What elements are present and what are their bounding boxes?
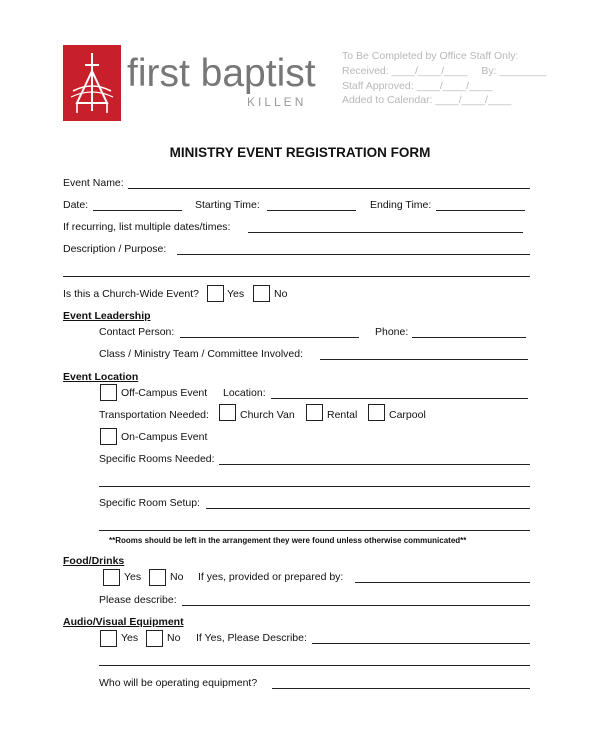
av-describe-label: If Yes, Please Describe:: [196, 632, 307, 644]
food-no-checkbox[interactable]: [149, 569, 166, 586]
form-title: MINISTRY EVENT REGISTRATION FORM: [169, 145, 431, 160]
transport-label: Transportation Needed:: [99, 409, 209, 421]
recurring-label: If recurring, list multiple dates/times:: [63, 221, 231, 233]
phone-label: Phone:: [375, 326, 409, 338]
church-wide-no-checkbox[interactable]: [253, 285, 270, 302]
rooms-field-line-2[interactable]: [99, 486, 530, 487]
rooms-field[interactable]: [219, 464, 530, 465]
off-campus-label: Off-Campus Event: [121, 387, 208, 399]
setup-field[interactable]: [206, 508, 530, 509]
description-field-line-2[interactable]: [63, 276, 530, 277]
location-field[interactable]: [271, 398, 528, 399]
on-campus-checkbox[interactable]: [100, 428, 117, 445]
setup-label: Specific Room Setup:: [99, 497, 200, 509]
steeple-icon: [63, 45, 121, 121]
starting-time-label: Starting Time:: [195, 199, 260, 211]
off-campus-checkbox[interactable]: [100, 384, 117, 401]
brand-location: KILLEN: [247, 95, 307, 109]
team-label: Class / Ministry Team / Committee Involved:: [99, 348, 304, 360]
by-label: By: ________: [481, 65, 547, 77]
food-yes-label: Yes: [124, 571, 142, 583]
ending-time-label: Ending Time:: [370, 199, 432, 211]
av-describe-field[interactable]: [312, 643, 530, 644]
office-calendar: Added to Calendar: ____/____/____: [342, 94, 512, 106]
brand-name: first baptist: [127, 52, 316, 95]
setup-field-line-2[interactable]: [99, 530, 530, 531]
av-heading: Audio/Visual Equipment: [63, 616, 184, 628]
av-describe-field-line-2[interactable]: [99, 665, 530, 666]
church-wide-yes-label: Yes: [227, 288, 245, 300]
received-label: Received: ____/____/____: [342, 65, 468, 77]
leadership-heading: Event Leadership: [63, 310, 151, 322]
church-logo: [63, 45, 121, 121]
food-describe-field[interactable]: [182, 605, 530, 606]
food-no-label: No: [170, 571, 184, 583]
description-label: Description / Purpose:: [63, 243, 167, 255]
contact-label: Contact Person:: [99, 326, 175, 338]
rental-checkbox[interactable]: [306, 404, 323, 421]
food-heading: Food/Drinks: [63, 555, 125, 567]
carpool-checkbox[interactable]: [368, 404, 385, 421]
recurring-field[interactable]: [248, 232, 523, 233]
description-field[interactable]: [177, 254, 530, 255]
food-provided-field[interactable]: [355, 582, 530, 583]
av-yes-label: Yes: [121, 632, 139, 644]
event-name-label: Event Name:: [63, 177, 124, 189]
office-heading: To Be Completed by Office Staff Only:: [342, 50, 519, 62]
event-name-field[interactable]: [128, 188, 530, 189]
av-operator-field[interactable]: [272, 688, 530, 689]
carpool-label: Carpool: [389, 409, 426, 421]
av-no-checkbox[interactable]: [146, 630, 163, 647]
office-received: [342, 65, 546, 77]
rooms-label: Specific Rooms Needed:: [99, 453, 215, 465]
rental-label: Rental: [327, 409, 358, 421]
church-wide-label: Is this a Church-Wide Event?: [63, 288, 199, 300]
rooms-note: **Rooms should be left in the arrangement they were found unless otherwise communicated**: [109, 536, 467, 545]
location-heading: Event Location: [63, 371, 139, 383]
office-approved: Staff Approved: ____/____/____: [342, 80, 493, 92]
team-field[interactable]: [320, 359, 528, 360]
church-wide-yes-checkbox[interactable]: [207, 285, 224, 302]
food-provided-label: If yes, provided or prepared by:: [198, 571, 344, 583]
starting-time-field[interactable]: [267, 210, 356, 211]
location-label: Location:: [223, 387, 266, 399]
date-label: Date:: [63, 199, 89, 211]
av-no-label: No: [167, 632, 181, 644]
phone-field[interactable]: [412, 337, 526, 338]
on-campus-label: On-Campus Event: [121, 431, 208, 443]
av-operator-label: Who will be operating equipment?: [99, 677, 258, 689]
food-yes-checkbox[interactable]: [103, 569, 120, 586]
church-van-label: Church Van: [240, 409, 295, 421]
ending-time-field[interactable]: [436, 210, 525, 211]
food-describe-label: Please describe:: [99, 594, 177, 606]
date-field[interactable]: [93, 210, 182, 211]
av-yes-checkbox[interactable]: [100, 630, 117, 647]
church-wide-no-label: No: [274, 288, 288, 300]
church-van-checkbox[interactable]: [219, 404, 236, 421]
contact-field[interactable]: [180, 337, 359, 338]
